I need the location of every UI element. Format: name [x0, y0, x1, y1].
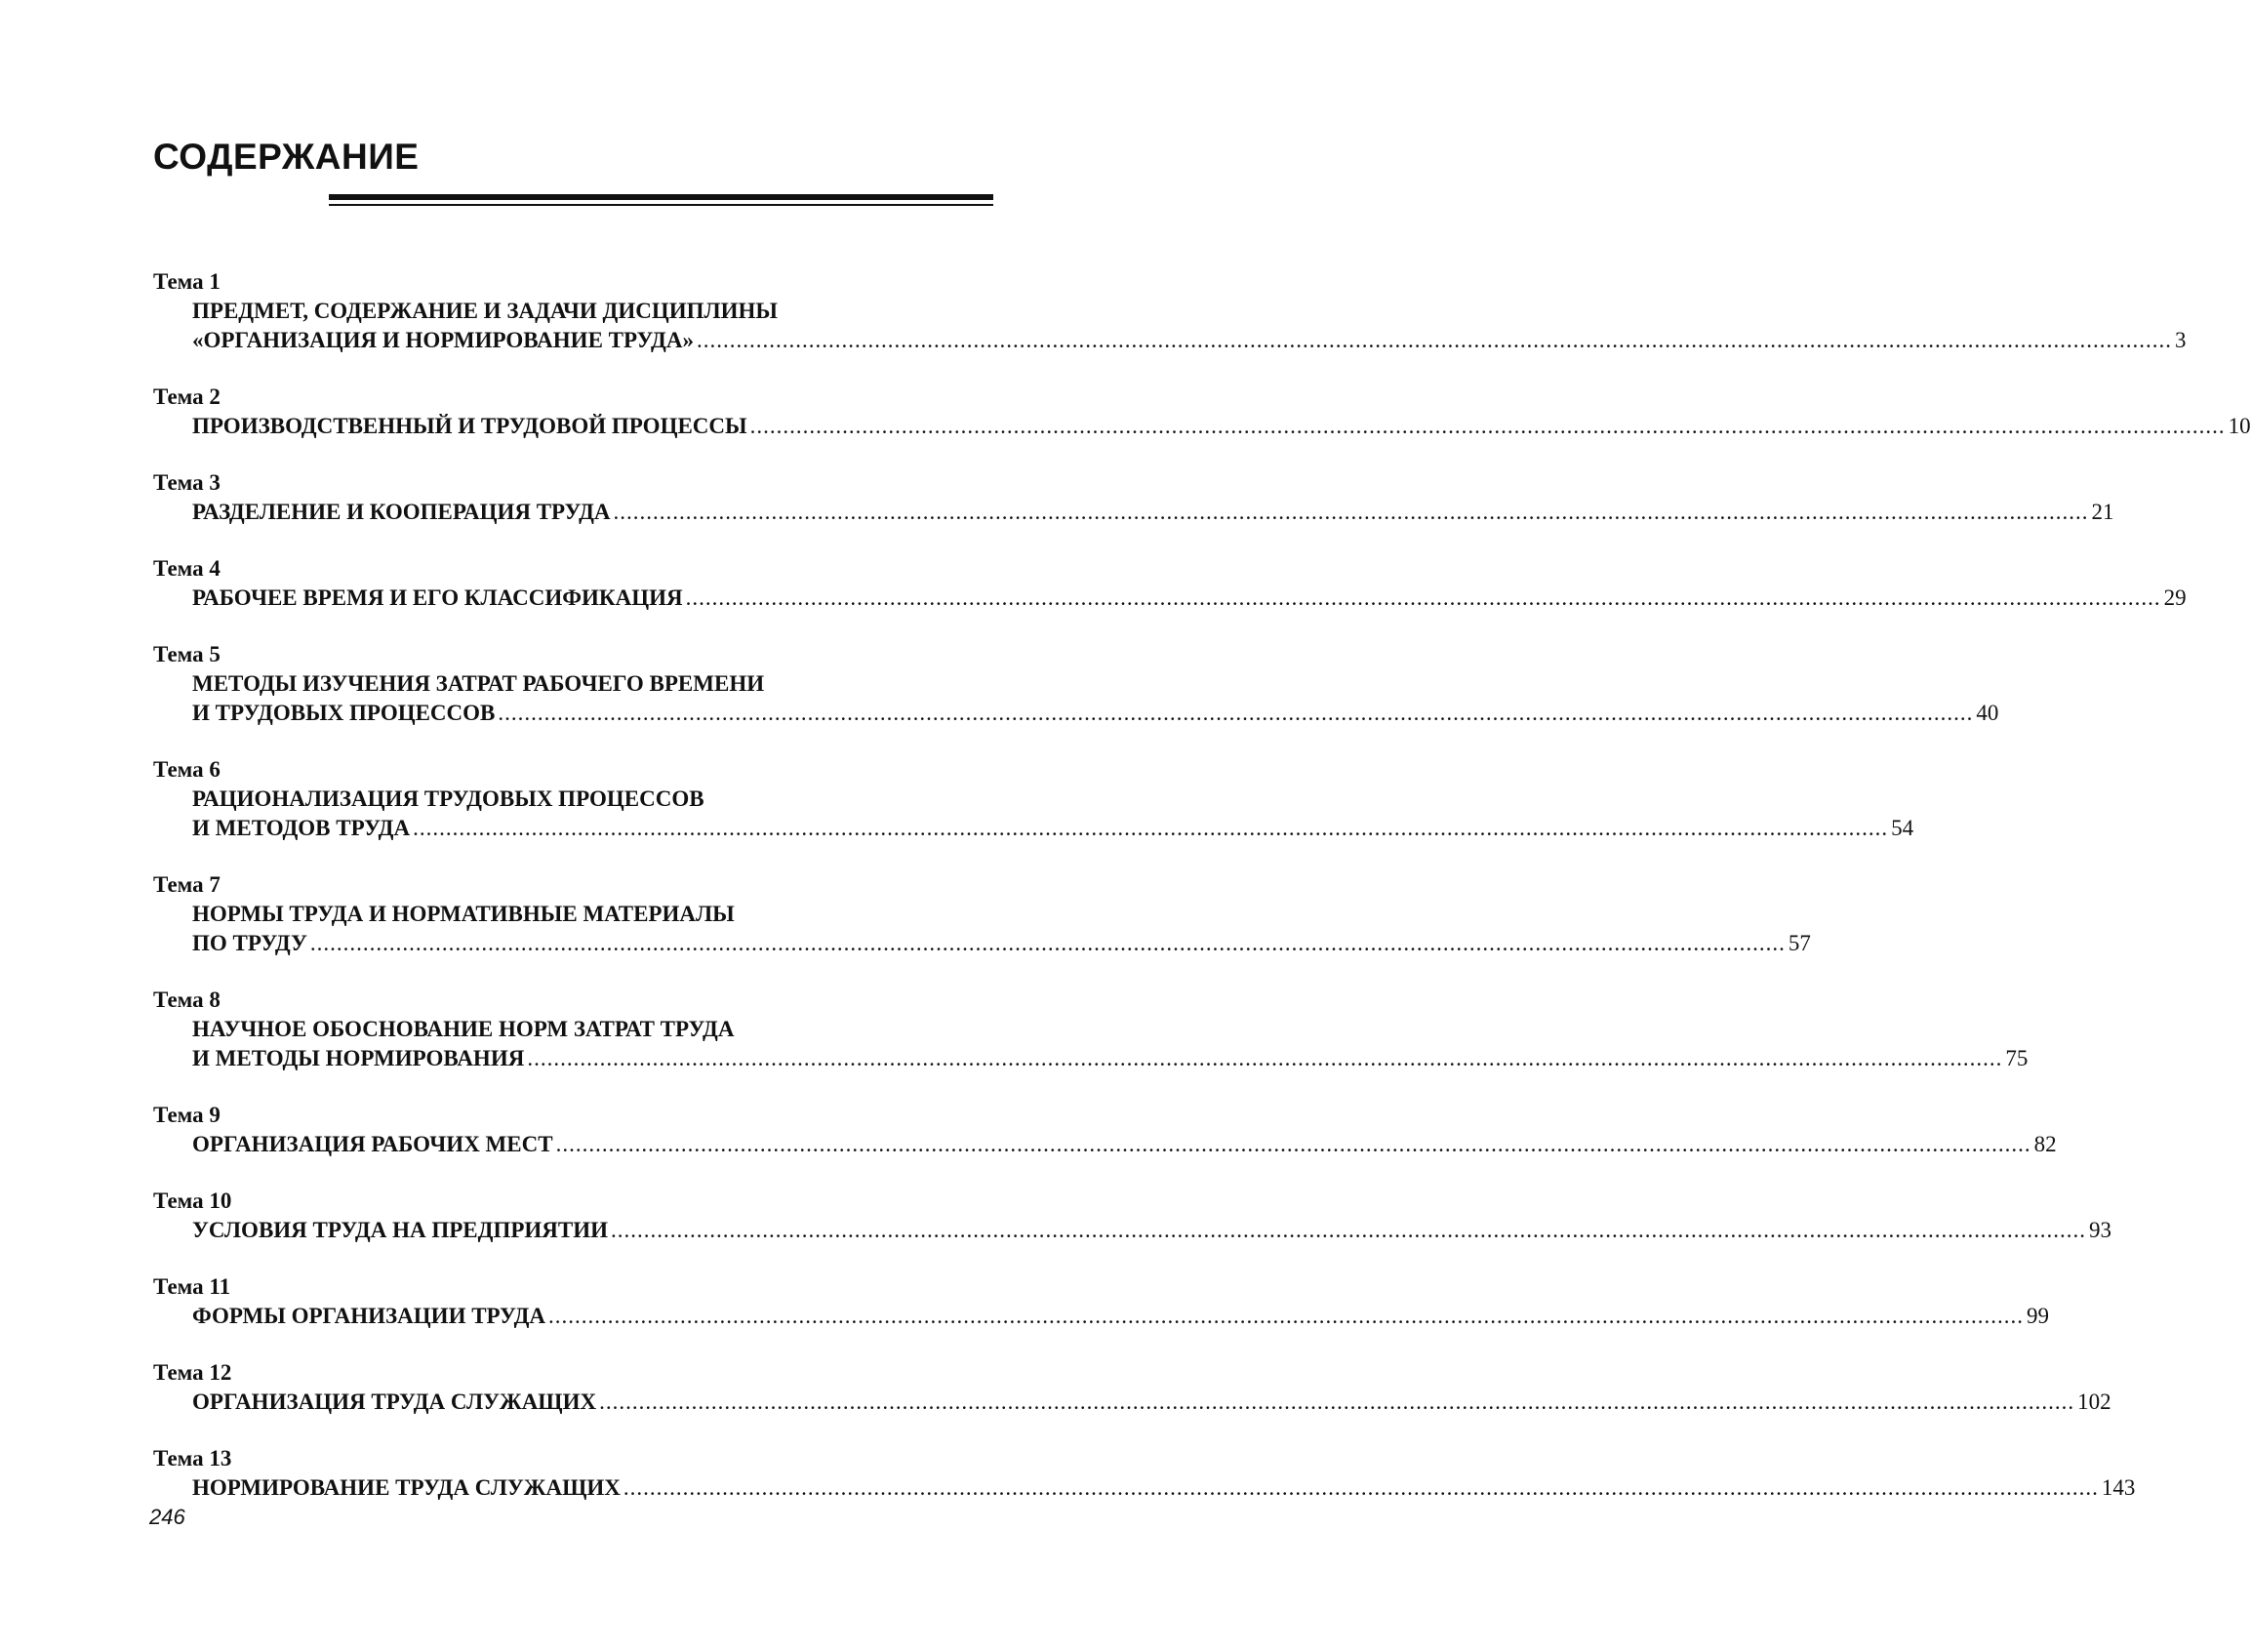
topic-title-line: УСЛОВИЯ ТРУДА НА ПРЕДПРИЯТИИ	[192, 1218, 609, 1242]
dot-leader: ................................................................................................................................................................................................................................	[611, 1218, 2087, 1242]
dot-leader: ................................................................................................................................................................................................................................	[599, 1390, 2075, 1414]
page-ref: 21	[2091, 500, 2114, 524]
toc-entry[interactable]	[153, 1101, 2057, 1159]
dot-leader: ................................................................................................................................................................................................................................	[749, 414, 2226, 438]
topic-label: Тема 12	[153, 1360, 232, 1385]
topic-label: Тема 2	[153, 384, 221, 409]
page-ref: 75	[2005, 1046, 2029, 1070]
toc-entry[interactable]	[153, 1444, 2136, 1503]
page-heading: СОДЕРЖАНИЕ	[153, 137, 420, 177]
topic-title-line: ОРГАНИЗАЦИЯ РАБОЧИХ МЕСТ	[192, 1132, 553, 1156]
topic-title-line: ПРОИЗВОДСТВЕННЫЙ И ТРУДОВОЙ ПРОЦЕССЫ	[192, 414, 747, 438]
dot-leader: ................................................................................................................................................................................................................................	[527, 1046, 2003, 1070]
topic-label: Тема 6	[153, 757, 221, 782]
topic-title-line: ПРЕДМЕТ, СОДЕРЖАНИЕ И ЗАДАЧИ ДИСЦИПЛИНЫ	[192, 299, 779, 323]
topic-label: Тема 7	[153, 872, 221, 897]
topic-title-line: РАБОЧЕЕ ВРЕМЯ И ЕГО КЛАССИФИКАЦИЯ	[192, 585, 683, 610]
heading-rule-thick	[329, 194, 993, 200]
heading-rule-thin	[329, 204, 993, 206]
toc-entry[interactable]	[153, 640, 1999, 728]
page-ref: 102	[2077, 1390, 2111, 1414]
topic-title-line: МЕТОДЫ ИЗУЧЕНИЯ ЗАТРАТ РАБОЧЕГО ВРЕМЕНИ	[192, 671, 765, 696]
topic-title-leader-line	[192, 1216, 2112, 1245]
page-ref: 54	[1891, 816, 1914, 840]
toc-entry[interactable]	[153, 870, 1811, 958]
topic-label: Тема 13	[153, 1446, 232, 1471]
page-ref: 82	[2033, 1132, 2057, 1156]
topic-title-line: РАЦИОНАЛИЗАЦИЯ ТРУДОВЫХ ПРОЦЕССОВ	[192, 786, 704, 811]
topic-title-leader-line	[192, 1044, 2029, 1073]
table-of-contents	[153, 267, 2251, 1530]
topic-label: Тема 1	[153, 269, 221, 294]
dot-leader: ................................................................................................................................................................................................................................	[309, 931, 1786, 955]
page-ref: 40	[1976, 701, 1999, 725]
page-ref: 93	[2089, 1218, 2112, 1242]
dot-leader: ................................................................................................................................................................................................................................	[623, 1475, 2099, 1500]
topic-title-line: НОРМЫ ТРУДА И НОРМАТИВНЫЕ МАТЕРИАЛЫ	[192, 902, 735, 926]
toc-entry[interactable]	[153, 1272, 2050, 1331]
topic-title-line: И МЕТОДОВ ТРУДА	[192, 816, 411, 840]
dot-leader: ................................................................................................................................................................................................................................	[413, 816, 1889, 840]
page-ref: 10	[2228, 414, 2251, 438]
topic-title-line: ФОРМЫ ОРГАНИЗАЦИИ ТРУДА	[192, 1304, 546, 1328]
topic-label: Тема 9	[153, 1103, 221, 1127]
dot-leader: ................................................................................................................................................................................................................................	[696, 328, 2172, 352]
topic-title-line: ОРГАНИЗАЦИЯ ТРУДА СЛУЖАЩИХ	[192, 1390, 597, 1414]
topic-title-leader-line	[192, 1388, 2111, 1417]
dot-leader: ................................................................................................................................................................................................................................	[548, 1304, 2025, 1328]
page-ref: 99	[2027, 1304, 2050, 1328]
topic-title-line: И ТРУДОВЫХ ПРОЦЕССОВ	[192, 701, 496, 725]
toc-entry[interactable]	[153, 755, 1914, 843]
topic-title-leader-line	[192, 814, 1914, 843]
topic-title-line: НОРМИРОВАНИЕ ТРУДА СЛУЖАЩИХ	[192, 1475, 621, 1500]
topic-title-line: ПО ТРУДУ	[192, 931, 307, 955]
topic-title-line: РАЗДЕЛЕНИЕ И КООПЕРАЦИЯ ТРУДА	[192, 500, 611, 524]
toc-entry[interactable]	[153, 1187, 2112, 1245]
toc-entry[interactable]	[153, 554, 2187, 613]
topic-title-leader-line	[192, 412, 2251, 441]
dot-leader: ................................................................................................................................................................................................................................	[685, 585, 2161, 610]
toc-entry[interactable]	[153, 383, 2251, 441]
topic-label: Тема 8	[153, 987, 221, 1012]
toc-entry[interactable]	[153, 986, 2029, 1073]
topic-title-leader-line	[192, 929, 1811, 958]
topic-title-line: И МЕТОДЫ НОРМИРОВАНИЯ	[192, 1046, 525, 1070]
topic-title-leader-line	[192, 1473, 2136, 1503]
topic-label: Тема 11	[153, 1274, 231, 1299]
page-number: 246	[149, 1505, 185, 1529]
toc-entry[interactable]	[153, 1358, 2111, 1417]
page-ref: 143	[2101, 1475, 2136, 1500]
topic-title-leader-line	[192, 699, 1999, 728]
toc-entry[interactable]	[153, 267, 2187, 355]
dot-leader: ................................................................................................................................................................................................................................	[613, 500, 2089, 524]
page-ref: 3	[2174, 328, 2187, 352]
dot-leader: ................................................................................................................................................................................................................................	[498, 701, 1974, 725]
topic-title-leader-line	[192, 326, 2187, 355]
topic-label: Тема 10	[153, 1189, 232, 1213]
topic-title-leader-line	[192, 1302, 2050, 1331]
topic-label: Тема 3	[153, 470, 221, 495]
topic-title-line: «ОРГАНИЗАЦИЯ И НОРМИРОВАНИЕ ТРУДА»	[192, 328, 694, 352]
page-ref: 57	[1788, 931, 1811, 955]
toc-entry[interactable]	[153, 468, 2114, 527]
page-ref: 29	[2163, 585, 2187, 610]
topic-title-line: НАУЧНОЕ ОБОСНОВАНИЕ НОРМ ЗАТРАТ ТРУДА	[192, 1017, 735, 1041]
topic-label: Тема 4	[153, 556, 221, 581]
topic-title-leader-line	[192, 584, 2187, 613]
topic-title-leader-line	[192, 498, 2114, 527]
dot-leader: ................................................................................................................................................................................................................................	[555, 1132, 2031, 1156]
topic-title-leader-line	[192, 1130, 2057, 1159]
topic-label: Тема 5	[153, 642, 221, 666]
